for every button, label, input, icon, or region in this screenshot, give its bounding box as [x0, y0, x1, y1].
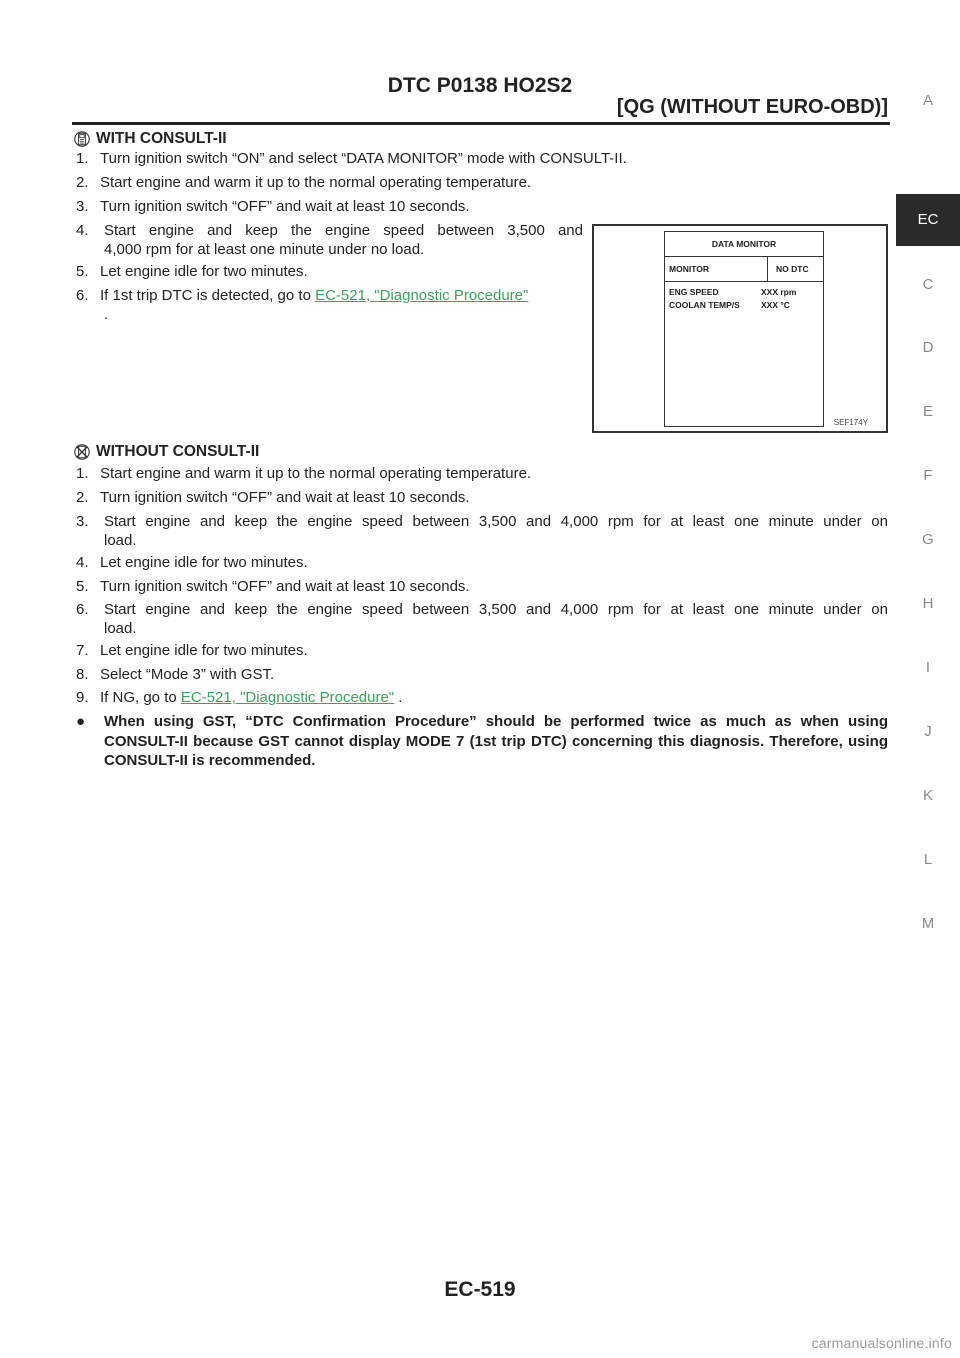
section-without-consult — [74, 443, 259, 461]
monitor-column-label: MONITOR — [669, 264, 709, 274]
step-item: 3. — [76, 513, 89, 530]
step-text-line: . — [104, 306, 109, 323]
step-text-line: 4,000 rpm for at least one minute under no load. — [104, 241, 425, 258]
index-tab-e[interactable]: E — [922, 403, 933, 420]
step-text-line: load. — [104, 620, 137, 637]
diagnostic-procedure-link[interactable]: EC-521, "Diagnostic Procedure" — [315, 287, 529, 304]
monitor-item-label: ENG SPEED — [669, 287, 719, 297]
step-item: 9. If NG, go to EC-521, "Diagnostic Procedure" . — [76, 689, 403, 706]
page-number: EC-519 — [444, 1278, 516, 1301]
data-monitor-figure — [592, 224, 888, 433]
header-rule — [72, 122, 890, 125]
step-item: 8. Select “Mode 3” with GST. — [76, 666, 275, 683]
step-item: 5. Let engine idle for two minutes. — [76, 263, 308, 280]
screen-title: DATA MONITOR — [665, 232, 823, 257]
step-item: 1. Turn ignition switch “ON” and select “DATA MONITOR” mode with CONSULT-II. — [76, 150, 627, 167]
step-item: 5. Turn ignition switch “OFF” and wait at least 10 seconds. — [76, 578, 470, 595]
consult-screen — [664, 231, 824, 427]
monitor-item-value: XXX °C — [761, 300, 790, 310]
step-text-line: Start engine and keep the engine speed between 3,500 and 4,000 rpm for at least one minute under on — [104, 513, 888, 530]
step-item: 6. If 1st trip DTC is detected, go to EC-521, "Diagnostic Procedure" — [76, 287, 529, 304]
section-heading: WITH CONSULT-II — [96, 130, 227, 147]
index-tab-m[interactable]: M — [921, 915, 935, 932]
note-text: When using GST, “DTC Confirmation Procedure” should be performed twice as much as when using CONSULT-II because GST cannot display MODE 7 (1st trip DTC) concerning this diagnosis. Therefore, using CONSULT-II is recommended. — [104, 713, 888, 769]
no-tool-icon — [74, 443, 90, 461]
step-item: 3. Turn ignition switch “OFF” and wait at least 10 seconds. — [76, 198, 470, 215]
index-tab-c[interactable]: C — [922, 276, 934, 293]
monitor-item-label: COOLAN TEMP/S — [669, 300, 740, 310]
bullet-icon: ● — [76, 713, 86, 730]
step-item: 4. — [76, 222, 89, 239]
step-item: 6. — [76, 601, 89, 618]
index-tab-g[interactable]: G — [922, 531, 934, 548]
section-heading: WITHOUT CONSULT-II — [96, 443, 260, 460]
page-subtitle: [QG (WITHOUT EURO-OBD)] — [616, 96, 888, 118]
step-text-line: load. — [104, 532, 137, 549]
step-item: 2. Turn ignition switch “OFF” and wait at least 10 seconds. — [76, 489, 470, 506]
index-tab-f[interactable]: F — [923, 467, 933, 484]
watermark: carmanualsonline.info — [811, 1335, 952, 1351]
index-tab-d[interactable]: D — [922, 339, 934, 356]
section-with-consult — [74, 130, 227, 148]
step-item: 4. Let engine idle for two minutes. — [76, 554, 308, 571]
monitor-row — [669, 300, 790, 310]
diagnostic-procedure-link[interactable]: EC-521, "Diagnostic Procedure" — [180, 689, 395, 706]
step-item: 2. Start engine and warm it up to the normal operating temperature. — [76, 174, 532, 191]
screen-header-row — [665, 257, 823, 282]
step-item: 7. Let engine idle for two minutes. — [76, 642, 308, 659]
index-tab-ec[interactable]: EC — [896, 194, 960, 246]
consult-tool-icon — [74, 130, 90, 148]
page-title: DTC P0138 HO2S2 — [387, 74, 573, 97]
monitor-row — [669, 287, 797, 297]
figure-code: SEF174Y — [833, 418, 868, 427]
gst-note — [76, 712, 888, 771]
monitor-item-value: XXX rpm — [761, 287, 797, 297]
index-tab-l[interactable]: L — [923, 851, 933, 868]
index-tab-a[interactable]: A — [922, 92, 933, 109]
index-tab-h[interactable]: H — [922, 595, 934, 612]
status-column-label: NO DTC — [767, 257, 809, 281]
step-text-line: Start engine and keep the engine speed between 3,500 and 4,000 rpm for at least one minute under on — [104, 601, 888, 618]
index-tab-i[interactable]: I — [925, 659, 931, 676]
step-text-line: Start engine and keep the engine speed between 3,500 and — [104, 222, 583, 239]
index-tab-j[interactable]: J — [924, 723, 932, 740]
step-item: 1. Start engine and warm it up to the normal operating temperature. — [76, 465, 532, 482]
index-tab-k[interactable]: K — [922, 787, 933, 804]
